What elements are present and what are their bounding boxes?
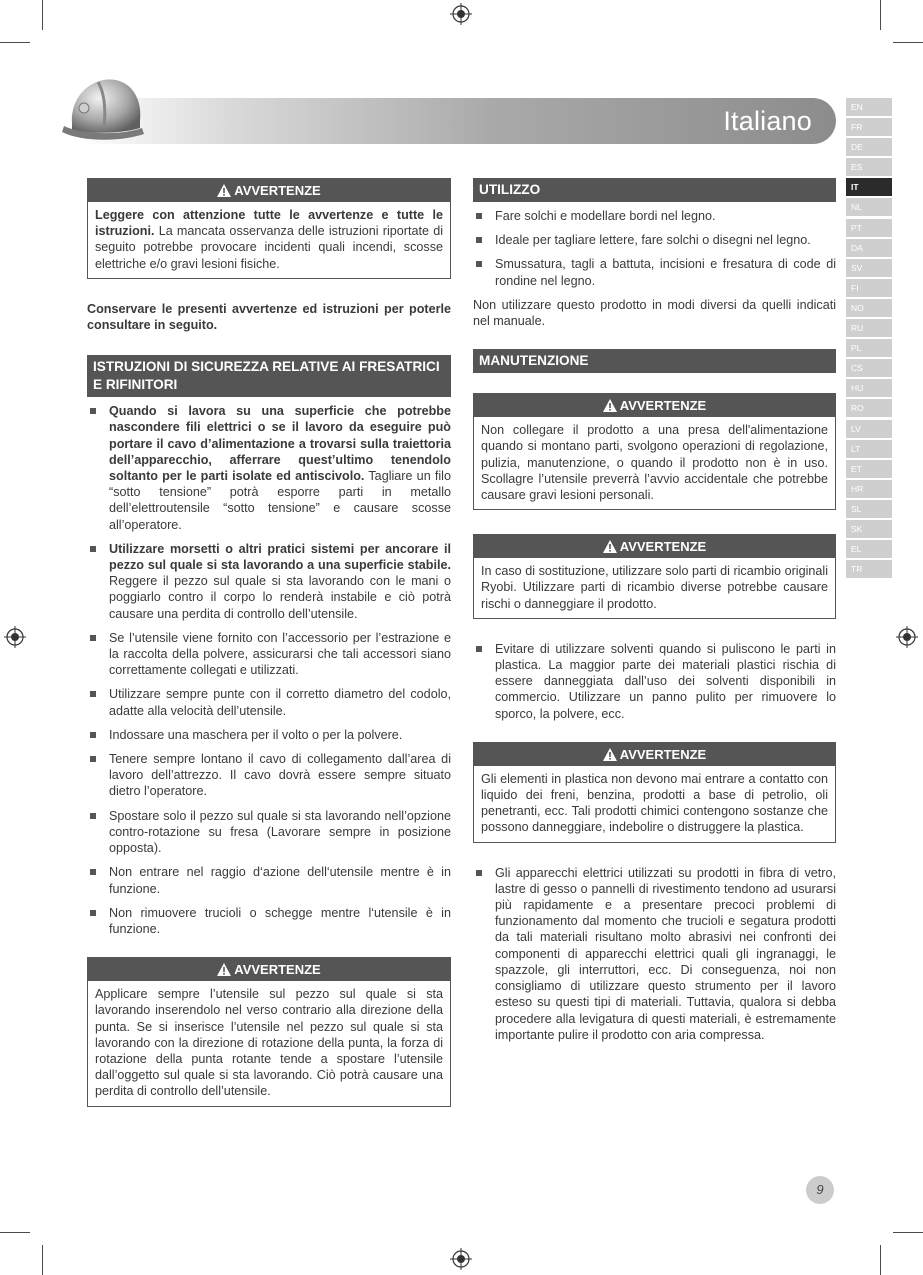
- warning-box: [473, 534, 836, 619]
- list-item: Smussatura, tagli a battuta, incisioni e fresatura di code di rondine nel legno.: [473, 256, 836, 288]
- section-title-maintenance: MANUTENZIONE: [473, 349, 836, 373]
- language-tab-ro[interactable]: RO: [846, 399, 892, 417]
- section-title-use: UTILIZZO: [473, 178, 836, 202]
- warning-title: AVVERTENZE: [234, 962, 321, 978]
- section-title-safety: ISTRUZIONI DI SICUREZZA RELATIVE AI FRESATRICI E RIFINITORI: [87, 355, 451, 397]
- registration-mark-icon: [450, 3, 472, 25]
- warning-triangle-icon: [603, 399, 617, 412]
- warning-triangle-icon: [217, 184, 231, 197]
- crop-mark: [0, 42, 30, 43]
- language-tab-et[interactable]: ET: [846, 460, 892, 478]
- list-item-text: Non entrare nel raggio d‘azione dell‘utensile mentre è in funzione.: [109, 865, 451, 896]
- warning-box: [87, 178, 451, 279]
- language-tab-ru[interactable]: RU: [846, 319, 892, 337]
- warning-body: Applicare sempre l’utensile sul pezzo sul quale si sta lavorando inserendolo nel verso contrario alla direzione della punta. Se si inserisce l’utensile nel pezzo sul quale si sta lavorando con la direzione di rotazione della punta, la forza di rotazione della punta rotante tende a spostare l’utensile dall’oggetto sul quale si sta lavorando. Ciò potrà causare una perdita di controllo dell’utensile.: [95, 987, 443, 1099]
- use-note: Non utilizzare questo prodotto in modi diversi da quelli indicati nel manuale.: [473, 297, 836, 329]
- list-item: [87, 864, 451, 896]
- warning-bold-text: Leggere con attenzione tutte le avvertenze e tutte le istruzioni.: [95, 208, 443, 239]
- language-tab-fr[interactable]: FR: [846, 118, 892, 136]
- language-tab-lt[interactable]: LT: [846, 440, 892, 458]
- warning-title: AVVERTENZE: [619, 539, 707, 555]
- left-column: [87, 178, 451, 1107]
- right-column: [473, 178, 836, 1043]
- list-item: [87, 630, 451, 679]
- list-item: Evitare di utilizzare solventi quando si puliscono le parti in plastica. La maggior parte dei materiali plastici rischia di essere danneggiata dall’uso dei solventi disponibili in commercio. Utilizzare un panno pulito per rimuovere lo sporco, la polvere, ecc.: [473, 641, 836, 722]
- language-tab-sk[interactable]: SK: [846, 520, 892, 538]
- use-list: [473, 208, 836, 289]
- language-tab-fi[interactable]: FI: [846, 279, 892, 297]
- list-item-text: Tagliare un filo “sotto tensione” potrà esporre parti in metallo dell’elettroutensile “sotto tensione” e causare scosse all’operatore.: [109, 469, 451, 532]
- language-tab-it[interactable]: IT: [846, 178, 892, 196]
- list-item: [87, 686, 451, 718]
- language-tab-no[interactable]: NO: [846, 299, 892, 317]
- crop-mark: [880, 1245, 881, 1275]
- crop-mark: [880, 0, 881, 30]
- list-item: [87, 541, 451, 622]
- language-tabs: [846, 98, 892, 580]
- language-tab-en[interactable]: EN: [846, 98, 892, 116]
- warning-header: [474, 394, 835, 417]
- fiber-list: [473, 865, 836, 1043]
- language-tab-el[interactable]: EL: [846, 540, 892, 558]
- language-tab-pl[interactable]: PL: [846, 339, 892, 357]
- solvent-list: [473, 641, 836, 722]
- language-tab-lv[interactable]: LV: [846, 420, 892, 438]
- language-tab-es[interactable]: ES: [846, 158, 892, 176]
- list-item-text: Spostare solo il pezzo sul quale si sta lavorando nell’opzione contro-rotazione su fresa (Lavorare sempre in posizione opposta).: [109, 808, 451, 856]
- list-item-text: Tenere sempre lontano il cavo di collegamento dall’area di lavoro dell’attrezzo. Il cavo dovrà essere sempre situato dietro l’operatore.: [109, 752, 451, 799]
- crop-mark: [42, 0, 43, 30]
- crop-mark: [42, 1245, 43, 1275]
- crop-mark: [893, 1232, 923, 1233]
- crop-mark: [893, 42, 923, 43]
- registration-mark-icon: [450, 1248, 472, 1270]
- language-tab-tr[interactable]: TR: [846, 560, 892, 578]
- list-item-bold-text: Utilizzare morsetti o altri pratici sistemi per ancorare il pezzo sul quale si sta lavorando a una superficie stabile.: [109, 541, 451, 573]
- warning-box: [473, 742, 836, 843]
- warning-box: [473, 393, 836, 510]
- registration-mark-icon: [4, 626, 26, 648]
- list-item: Gli apparecchi elettrici utilizzati su prodotti in fibra di vetro, lastre di gesso o pannelli di rivestimento tendono ad usurarsi più rapidamente e a presentare precoci problemi di funzionamento dal momento che trucioli e segatura prodotti da tali materiali risultano molto abrasivi nei confronti dei componenti di apparecchi elettrici quali gli ingranaggi, le spazzole, gli interruttori, ecc. Di conseguenza, noi non consigliamo di utilizzare questo strumento per il lavoro esteso su questi tipi di materiali. Tuttavia, qualora si debba procedere alla levigatura di questi materiali, è estremamente importante pulire il prodotto con aria compressa.: [473, 865, 836, 1043]
- keep-instructions-text: Conservare le presenti avvertenze ed istruzioni per poterle consultare in seguito.: [87, 301, 451, 333]
- warning-body: [88, 202, 450, 278]
- warning-triangle-icon: [603, 748, 617, 761]
- warning-header: [474, 743, 835, 766]
- warning-header: [88, 179, 450, 202]
- warning-title: AVVERTENZE: [619, 746, 707, 762]
- language-tab-hu[interactable]: HU: [846, 379, 892, 397]
- warning-triangle-icon: [603, 540, 617, 553]
- safety-list: [87, 403, 451, 937]
- list-item-text: Non rimuovere trucioli o schegge mentre l‘utensile è in funzione.: [109, 905, 451, 936]
- language-tab-pt[interactable]: PT: [846, 219, 892, 237]
- warning-title: AVVERTENZE: [234, 183, 321, 198]
- list-item: [87, 905, 451, 937]
- warning-body: In caso di sostituzione, utilizzare solo parti di ricambio originali Ryobi. Utilizzare parti di ricambio diverse potrebbe causare rischi o danneggiare il prodotto.: [481, 564, 828, 611]
- warning-box: [87, 957, 451, 1106]
- language-tab-hr[interactable]: HR: [846, 480, 892, 498]
- warning-text: La mancata osservanza delle istruzioni riportate di seguito potrebbe provocare incidenti quali incendi, scosse elettriche e/o gravi lesioni fisiche.: [95, 224, 443, 271]
- list-item: [87, 403, 451, 533]
- warning-body: Gli elementi in plastica non devono mai entrare a contatto con liquido dei freni, benzina, prodotti a base di petrolio, oli penetranti, ecc. Tali prodotti chimici contengono sostanze che possono danneggiare, indebolire o distruggere la plastica.: [481, 771, 828, 835]
- safety-helmet-icon: [60, 72, 146, 148]
- list-item-text: Reggere il pezzo sul quale si sta lavorando con le mani o poggiarlo contro il corpo lo renderà instabile e ciò potrà causare una perdita di controllo dell’utensile.: [109, 574, 451, 621]
- language-tab-sl[interactable]: SL: [846, 500, 892, 518]
- warning-header: [474, 535, 835, 558]
- language-tab-da[interactable]: DA: [846, 239, 892, 257]
- warning-title: AVVERTENZE: [619, 398, 707, 414]
- warning-triangle-icon: [217, 963, 231, 976]
- list-item-text: Se l’utensile viene fornito con l’accessorio per l’estrazione e la raccolta della polvere, assicurarsi che tali accessori siano correttamente collegati e utilizzati.: [109, 630, 451, 678]
- language-title: Italiano: [723, 106, 812, 136]
- page-number: 9: [806, 1176, 834, 1204]
- language-tab-de[interactable]: DE: [846, 138, 892, 156]
- crop-mark: [0, 1232, 30, 1233]
- registration-mark-icon: [896, 626, 918, 648]
- list-item-text: Utilizzare sempre punte con il corretto diametro del codolo, adatte alla velocità dell’utensile.: [109, 687, 451, 718]
- list-item-bold-text: Quando si lavora su una superficie che potrebbe nascondere fili elettrici o se il lavoro da eseguire può portare il cavo d’alimentazione a trovarsi sulla traiettoria dell’apparecchio, afferrare quest’ultimo tenendolo soltanto per le parti isolate ed antiscivolo.: [109, 404, 451, 484]
- list-item-text: Indossare una maschera per il volto o per la polvere.: [109, 727, 403, 742]
- language-tab-cs[interactable]: CS: [846, 359, 892, 377]
- list-item: [87, 751, 451, 800]
- list-item: [87, 808, 451, 857]
- language-tab-sv[interactable]: SV: [846, 259, 892, 277]
- list-item: [87, 727, 451, 743]
- list-item: Fare solchi e modellare bordi nel legno.: [473, 208, 836, 224]
- header-banner: [80, 98, 836, 144]
- warning-header: [88, 958, 450, 981]
- language-tab-nl[interactable]: NL: [846, 198, 892, 216]
- list-item: Ideale per tagliare lettere, fare solchi o disegni nel legno.: [473, 232, 836, 248]
- warning-body: Non collegare il prodotto a una presa dell'alimentazione quando si montano parti, svolgono operazioni di regolazione, pulizia, manutenzione, o quando il prodotto non è in uso. Scollagre l’utensile preverrà l’avvio accidentale che potrebbe causare gravi lesioni personali.: [481, 423, 828, 503]
